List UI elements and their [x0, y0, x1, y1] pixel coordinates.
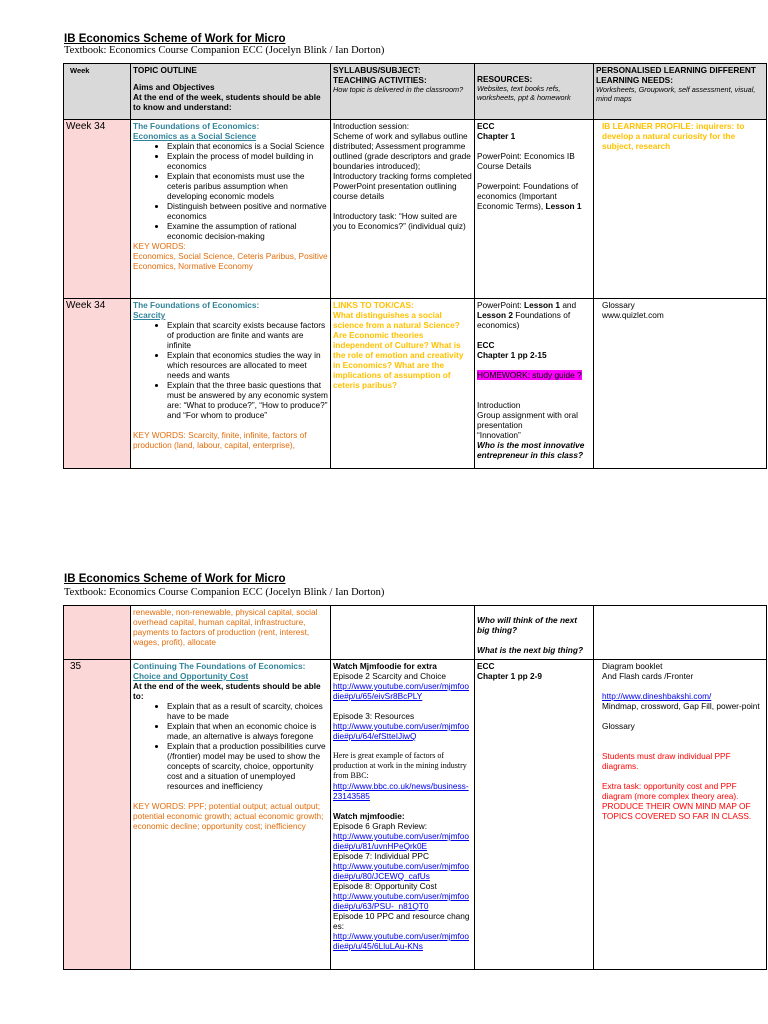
objectives-list: [133, 701, 328, 791]
week-cell: 35: [64, 660, 131, 970]
keywords: KEY WORDS: Scarcity, finite, infinite, factors of production (land, labour, capital, enterprise),: [133, 430, 307, 450]
teaching-cell: Watch Mjmfoodie for extra Episode 2 Scarcity and Choice http://www.youtube.com/user/mjmfoodie#p/u/65/eivSr8BcPLY Episode 3: Resources http://www.youtube.com/user/mjmfoodie#p/u/64/efStteIJiwQ Here is great example of factors of production at work in the mining industry from BBC: http://www.bbc.co.uk/news/business-23143585 Watch mjmfoodie: Episode 6 Graph Review: http://www.youtube.com/user/mjmfoodie#p/u/81/uvnHPeQrk0E Episode 7: Individual PPC http://www.youtube.com/user/mjmfoodie#p/u/80/JCEWQ_cafUs Episode 8: Opportunity Cost http://www.youtube.com/user/mjmfoodie#p/u/63/PSU-_n81QT0 Episode 10 PPC and resource changes: http://www.youtube.com/user/mjmfoodie#p/u/45/6LluLAu-KNs: [331, 660, 475, 970]
resources-cell: Who will think of the next big thing? What is the next big thing?: [475, 606, 594, 660]
table-row: [64, 120, 767, 299]
tok-cell: LINKS TO TOK/CAS: What distinguishes a social science from a natural Science? Are Economic theories independent of Culture? What is the role of emotion and creativity in Economics? What are the implications of assumption of ceteris paribus?: [331, 299, 475, 469]
page-title: IB Economics Scheme of Work for Micro: [64, 573, 286, 585]
video-link[interactable]: http://www.youtube.com/user/mjmfoodie#p/u/63/PSU-_n81QT0: [333, 891, 470, 911]
resources-cell: ECC Chapter 1 pp 2-9: [475, 660, 594, 970]
list-item: • Explain that scarcity exists because factors of production are finite and wants are infinite: [167, 320, 328, 350]
header-resources: RESOURCES: Websites, text books refs, worksheets, ppt & homework: [475, 64, 594, 120]
video-link[interactable]: http://www.youtube.com/user/mjmfoodie#p/u/81/uvnHPeQrk0E: [333, 831, 470, 851]
topic-cell: The Foundations of Economics: Scarcity • Explain that scarcity exists because factors of production are finite and wants are infinite • Explain that economics studies the way in which resources are allocated to meet needs and wants • Explain that the three basic questions that must be answered by any economic system are: “What to produce?”, “How to produce?” and “For whom to produce” KEY WORDS: Scarcity, finite, infinite, factors of production (land, labour, capital, enterprise),: [131, 299, 331, 469]
video-link[interactable]: http://www.youtube.com/user/mjmfoodie#p/u/80/JCEWQ_cafUs: [333, 861, 470, 881]
table-row: [64, 299, 767, 469]
list-item: • Explain the process of model building in economics: [167, 151, 328, 171]
personalised-cell: Diagram booklet And Flash cards /Fronter http://www.dineshbakshi.com/ Mindmap, crossword, Gap Fill, power-point Glossary Students must draw individual PPF diagrams. Extra task: opportunity cost and PPF diagram (more complex theory area). PRODUCE THEIR OWN MIND MAP OF TOPICS COVERED SO FAR IN CLASS.: [594, 660, 767, 970]
teaching-cell: Introduction session: Scheme of work and syllabus outline distributed; Assessment programme outlined (grade descriptors and grade boundaries introduced); Introductory tracking forms completed PowerPoint presentation outlining course details Introductory task: “How suited are you to Economics?” (individual quiz): [331, 120, 475, 299]
topic-cell: renewable, non-renewable, physical capital, social overhead capital, human capital, infrastructure, payments to factors of production (rent, interest, wages, profit), allocate: [131, 606, 331, 660]
scheme-table-1: [63, 63, 767, 469]
keywords: KEY WORDS: PPF; potential output; actual output; potential economic growth; actual economic growth; economic decline; opportunity cost; inefficiency: [133, 801, 324, 831]
header-personalised: PERSONALISED LEARNING DIFFERENT LEARNING NEEDS: Worksheets, Groupwork, self assessment, visual, mind maps: [594, 64, 767, 120]
objectives-list: [133, 320, 328, 420]
bbc-news-link[interactable]: http://www.bbc.co.uk/news/business-23143585: [333, 781, 469, 801]
personalised-cell: [594, 606, 767, 660]
video-link[interactable]: http://www.youtube.com/user/mjmfoodie#p/u/45/6LluLAu-KNs: [333, 931, 470, 951]
header-teaching: SYLLABUS/SUBJECT: TEACHING ACTIVITIES: How topic is delivered in the classroom?: [331, 64, 475, 120]
resources-cell: PowerPoint: Lesson 1 and Lesson 2 Foundations of economics) ECC Chapter 1 pp 2-15 HOMEWORK: study guide ? Introduction Group assignment with oral presentation “Innovation” Who is the most innovative entrepreneur in this class?: [475, 299, 594, 469]
list-item: • Explain that as a result of scarcity, choices have to be made: [167, 701, 328, 721]
list-item: • Explain that economists must use the ceteris paribus assumption when developing economic models: [167, 171, 328, 201]
video-link[interactable]: http://www.youtube.com/user/mjmfoodie#p/u/65/eivSr8BcPLY: [333, 681, 470, 701]
personalised-cell: IB LEARNER PROFILE: inquirers: to develop a natural curiosity for the subject, research: [594, 120, 767, 299]
table-header-row: [64, 64, 767, 120]
week-cell: Week 34: [64, 120, 131, 299]
topic-cell: The Foundations of Economics: Economics as a Social Science • Explain that economics is a Social Science • Explain the process of model building in economics • Explain that economists must use the ceteris paribus assumption when developing economic models • Distinguish between positive and normative economics • Examine the assumption of rational economic decision-making KEY WORDS: Economics, Social Science, Ceteris Paribus, Positive Economics, Normative Economy: [131, 120, 331, 299]
list-item: • Explain that a production possibilities curve (/frontier) model may be used to show the concepts of scarcity, choice, opportunity cost and a situation of unemployed resources and inefficiency: [167, 741, 328, 791]
list-item: • Explain that when an economic choice is made, an alternative is always foregone: [167, 721, 328, 741]
week-cell: Week 34: [64, 299, 131, 469]
video-link[interactable]: http://www.youtube.com/user/mjmfoodie#p/u/64/efStteIJiwQ: [333, 721, 470, 741]
personalised-cell: Glossary www.quizlet.com: [594, 299, 767, 469]
resources-cell: ECC Chapter 1 PowerPoint: Economics IB Course Details Powerpoint: Foundations of economics (Important Economic Terms), Lesson 1: [475, 120, 594, 299]
page-subtitle: Textbook: Economics Course Companion ECC (Jocelyn Blink / Ian Dorton): [64, 587, 385, 598]
table-row: [64, 660, 767, 970]
list-item: • Examine the assumption of rational economic decision-making: [167, 221, 328, 241]
list-item: • Explain that economics is a Social Science: [167, 141, 328, 151]
homework-highlight: HOMEWORK: study guide ?: [477, 370, 582, 380]
week-cell: [64, 606, 131, 660]
list-item: • Explain that economics studies the way in which resources are allocated to meet needs and wants: [167, 350, 328, 380]
scheme-table-2: [63, 605, 767, 970]
website-link[interactable]: http://www.dineshbakshi.com/: [602, 691, 712, 701]
page-subtitle: Textbook: Economics Course Companion ECC (Jocelyn Blink / Ian Dorton): [64, 45, 385, 56]
header-week: Week: [64, 64, 131, 120]
teaching-cell: [331, 606, 475, 660]
header-topic: TOPIC OUTLINE Aims and Objectives At the end of the week, students should be able to know and understand:: [131, 64, 331, 120]
objectives-list: [133, 141, 328, 241]
topic-cell: Continuing The Foundations of Economics: Choice and Opportunity Cost At the end of the week, students should be able to: • Explain that as a result of scarcity, choices have to be made • Explain that when an economic choice is made, an alternative is always foregone • Explain that a production possibilities curve (/frontier) model may be used to show the concepts of scarcity, choice, opportunity cost and a situation of unemployed resources and inefficiency KEY WORDS: PPF; potential output; actual output; potential economic growth; actual economic growth; economic decline; opportunity cost; inefficiency: [131, 660, 331, 970]
list-item: • Explain that the three basic questions that must be answered by any economic system are: “What to produce?”, “How to produce?” and “For whom to produce”: [167, 380, 328, 420]
list-item: • Distinguish between positive and normative economics: [167, 201, 328, 221]
table-row: [64, 606, 767, 660]
keywords: KEY WORDS: Economics, Social Science, Ceteris Paribus, Positive Economics, Normative Economy: [133, 241, 328, 271]
page-title: IB Economics Scheme of Work for Micro: [64, 33, 286, 45]
